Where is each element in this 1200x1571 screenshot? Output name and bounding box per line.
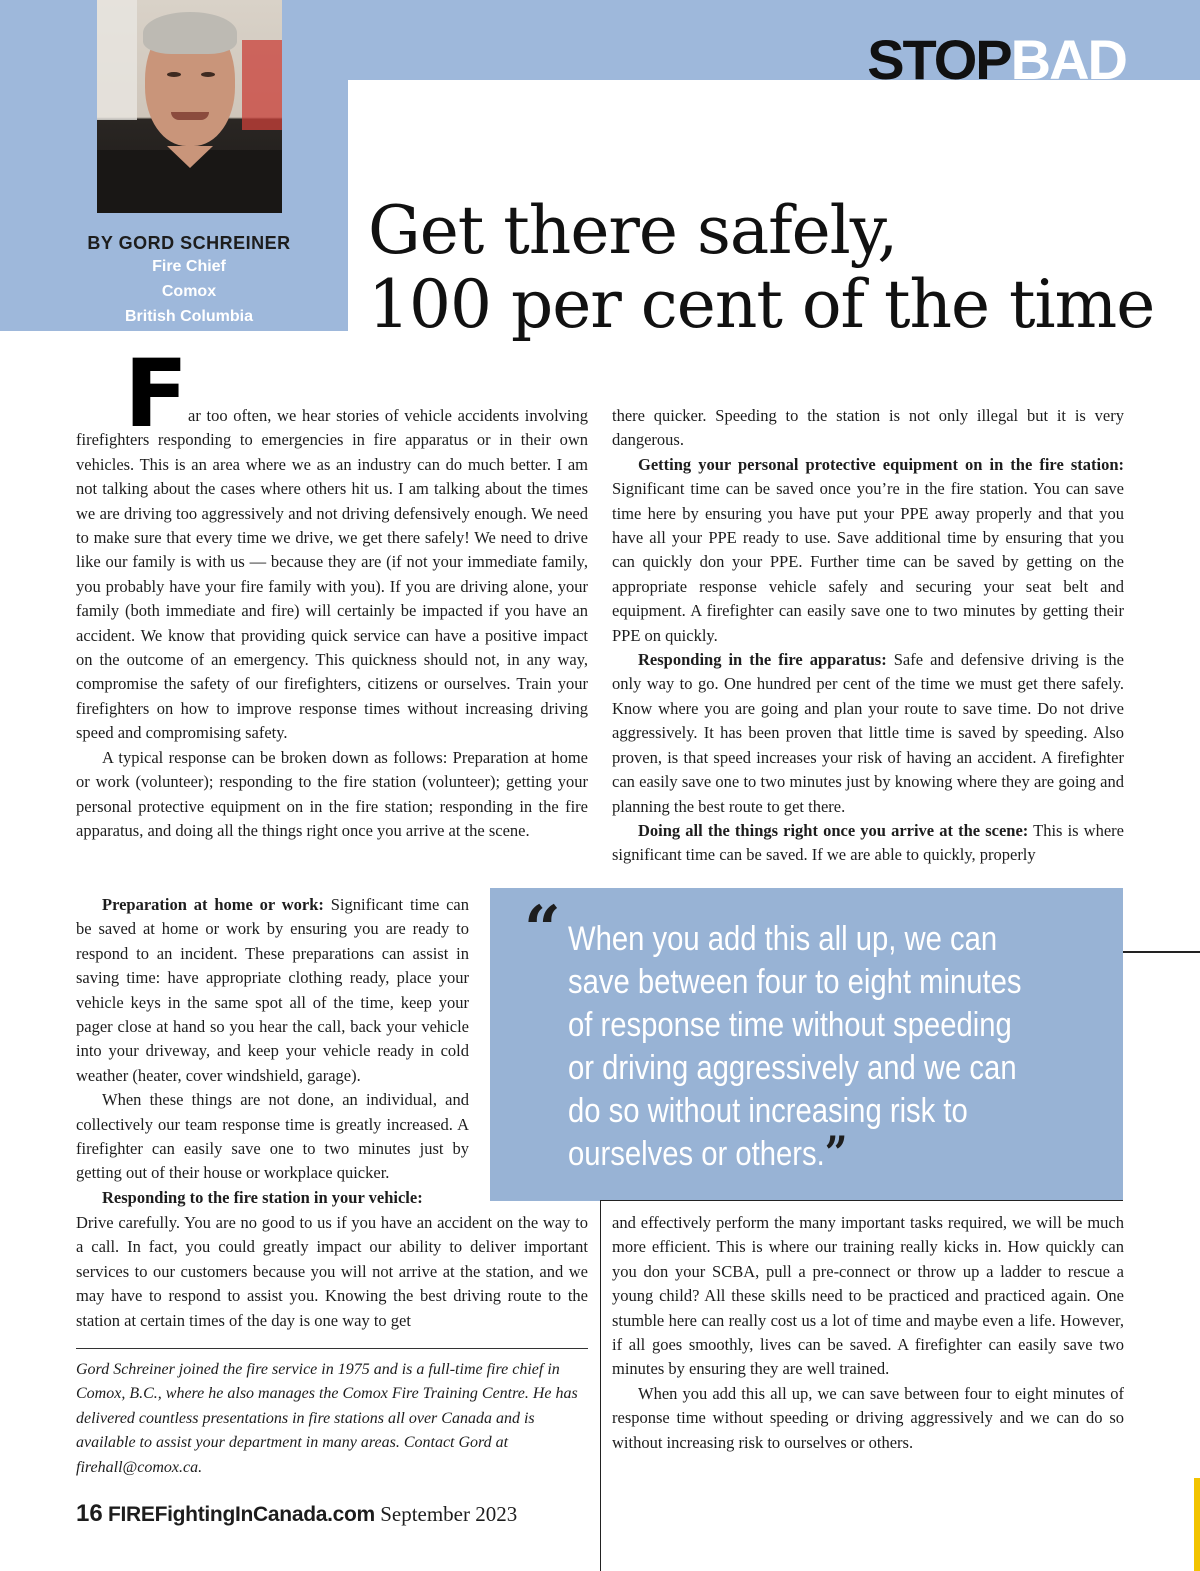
apparatus-heading: Responding in the fire apparatus: [638,650,887,670]
drop-cap: F [124,340,189,449]
article-column-left-narrow [76,893,469,1210]
pull-quote-line: do so without increasing risk to [568,1092,968,1130]
training-paragraph: and effectively perform the many important tasks required, we will be much more efficient. This is where our training really kicks in. How quickly can you don your SCBA, pull a pre-connect or throw up a ladder to rescue a young child? All these skills need to be practiced and practiced again. One stumble here can really cost us a lot of time and maybe even a life. However, if all goes smoothly, lives can be saved. A firefighter can easily save two minutes by ensuring they are well trained. [612,1213,1124,1379]
apparatus-paragraph [612,648,1124,819]
website-link[interactable]: FIREFightingInCanada.com [107,1503,375,1526]
byline [0,233,378,329]
author-province: British Columbia [124,308,253,325]
pull-quote-line: ourselves or others. [568,1135,825,1173]
author-role: Fire Chief [152,258,226,275]
ppe-paragraph [612,453,1124,648]
ppe-body: Significant time can be saved once you’re in the fire station. You can save time here by ensuring you have put your PPE away properly and that you have all your PPE ready to use. Save additional time by ensuring that you can quickly don your PPE. Further time can be saved by getting on the appropriate response vehicle safely and securing your seat belt and equipment. A firefighter can easily save one to two minutes by getting their PPE on quickly. [612,479,1124,645]
column-divider [600,1200,601,1571]
author-bio: Gord Schreiner joined the fire service in 1975 and is a full-time fire chief in Comox, B.C., where he also manages the Comox Fire Training Centre. He has delivered countless presentations in fire stations all over Canada and is available to assist your department in many areas. Contact Gord at firehall@comox.ca. [76,1361,578,1476]
bio-divider [76,1348,588,1349]
continued-paragraph: there quicker. Speeding to the station is not only illegal but it is very dangerous. [612,406,1124,450]
pull-quote-line: of response time without speeding [568,1006,1012,1044]
pull-quote-line-last [568,1126,998,1180]
station-heading-paragraph [76,1186,469,1210]
author-photo [97,0,282,213]
not-done-paragraph: When these things are not done, an individual, and collectively our team response time is greatly increased. A firefighter can easily save one to two minutes just by getting out of their house or workplace quicker. [76,1090,469,1183]
issue-date: September 2023 [380,1502,518,1526]
ppe-heading: Getting your personal protective equipment on in the fire station: [638,454,1124,474]
brand-bad: BAD [1010,28,1126,91]
headline-line-1: Get there safely, [368,192,898,269]
breakdown-paragraph: A typical response can be broken down as follows: Preparation at home or work (volunteer); responding to the fire station (volunteer); getting your personal protective equipment on in the fire station; responding in the fire apparatus, and doing all the things right once you arrive at the scene. [76,747,588,840]
section-brand [867,28,1126,92]
station-paragraph: Drive carefully. You are no good to us if you have an accident on the way to a call. In fact, you could greatly impact our ability to deliver important services to our customers because you will not arrive at the station, and we may have to respond to assist you. Knowing the best driving route to the station at certain times of the day is one way to get [76,1213,588,1330]
prep-paragraph [76,893,469,1088]
article-column-right-lower [612,1211,1124,1455]
author-name: BY GORD SCHREINER [87,233,291,253]
open-quote-mark: “ [524,892,561,967]
close-quote-mark: ” [824,1126,848,1180]
headline-line-2: 100 per cent of the time [368,266,1155,343]
page-edge-accent [1194,1478,1200,1571]
article-column-left-lower [76,1211,588,1333]
page-number: 16 [76,1500,103,1527]
pull-quote-line: When you add this all up, we can [568,920,998,958]
article-column-left [76,404,588,843]
pull-quote [568,918,1022,1180]
apparatus-body: Safe and defensive driving is the only way to go. One hundred per cent of the time we must get there safely. Know where you are going and plan your route to save time. Do not drive aggressively. It has been proven that little time is saved by speeding. Also proven, is that speed increases your risk of having an accident. A firefighter can easily save one to two minutes just by knowing where they are going and planning the best route to get there. [612,650,1124,816]
brand-stop: STOP [867,28,1011,91]
pull-quote-line: or driving aggressively and we can [568,1049,1017,1087]
author-place: Comox [161,283,217,300]
article-column-right [612,404,1124,868]
intro-paragraph: ar too often, we hear stories of vehicle accidents involving firefighters responding to emergencies in fire apparatus or in their own vehicles. This is an area where we as an industry can do much better. I am not talking about the cases where others hit us. I am talking about the times we are driving too aggressively and not driving defensively enough. We need to make sure that every time we drive, we get there safely! We need to drive like our family is with us — because they are (if not your immediate family, you probably have your fire family with you). If you are driving alone, your family (both immediate and fire) will certainly be impacted if you have an accident. We know that providing quick service can have a positive impact on the outcome of an emergency. This quickness should not, in any way, compromise the safety of our firefighters, citizens or ourselves. Train your firefighters on how to improve response times without increasing driving speed and compromising safety. [76,406,588,743]
divider-rule [1123,951,1200,953]
scene-body: This is where significant time can be saved. If we are able to quickly, properly [612,820,1124,865]
scene-heading: Doing all the things right once you arrive at the scene: [638,820,1029,840]
closing-paragraph: When you add this all up, we can save between four to eight minutes of response time without speeding or driving aggressively and we can do so without increasing risk to ourselves or others. [612,1383,1124,1452]
page-footer [76,1500,517,1528]
scene-paragraph [612,819,1124,868]
pull-quote-line: save between four to eight minutes [568,963,1022,1001]
prep-body: Significant time can be saved at home or work by ensuring you are ready to respond to an incident. These preparations can assist in saving time: have appropriate clothing ready, place your vehicle keys in the same spot all of the time, keep your pager close at hand so you hear the call, back your vehicle into your driveway, and keep your vehicle ready in cold weather (heater, cover windshield, garage). [76,895,469,1085]
headline [368,194,1154,342]
prep-heading: Preparation at home or work: [102,895,324,914]
divider-rule [600,1200,1123,1201]
station-heading: Responding to the fire station in your vehicle: [102,1187,423,1207]
